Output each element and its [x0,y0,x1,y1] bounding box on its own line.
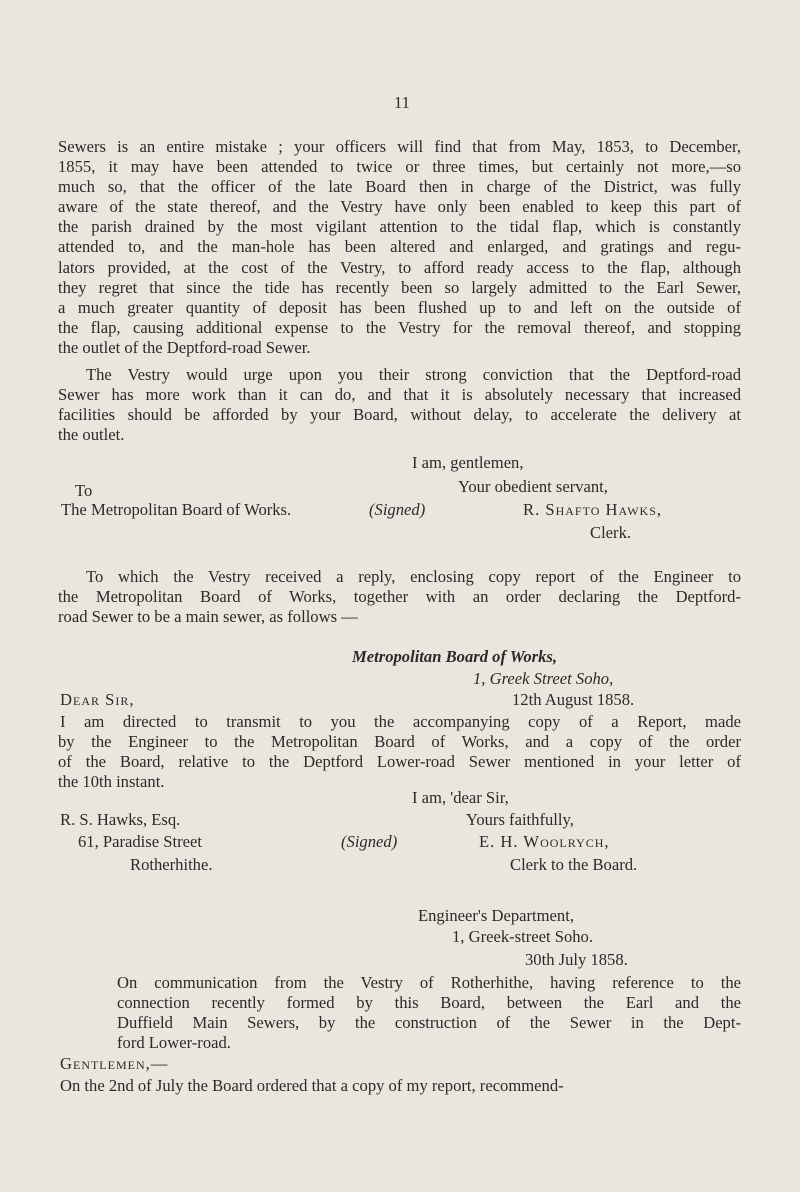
text-line: a much greater quantity of deposit has been flushed up to and left on the outside of [58,297,741,317]
paragraph-sewers-mistake [58,137,741,358]
report-date: 30th July 1858. [525,950,628,969]
text-line: road Sewer to be a main sewer, as follows — [58,607,358,627]
letter2-address: 1, Greek Street Soho, [473,669,614,688]
text-line: 1855, it may have been attended to twice or three times, but certainly not more,—so [58,157,741,177]
text-line: much so, that the officer of the late Board then in charge of the District, was fully [58,177,741,197]
letter2-body [58,712,741,792]
text-line: connection recently formed by this Board, between the Earl and the [117,993,741,1013]
paragraph-reply-received [58,567,741,627]
text-line: Sewer has more work than it can do, and that it is absolutely necessary that increased [58,385,741,405]
letter2-salutation: Dear Sir, [60,690,135,709]
letter1-signer [523,500,662,520]
text-line: the outlet. [58,425,125,445]
text-line: the 10th instant. [58,772,165,792]
text-line: Sewers is an entire mistake ; your officers will find that from May, 1853, to December, [58,137,741,156]
text-line: I am directed to transmit to you the accompanying copy of a Report, made [60,712,741,731]
page-number: 11 [394,93,410,112]
letter1-title: Clerk. [590,523,632,542]
letter1-addressee: The Metropolitan Board of Works. [61,500,292,519]
letter2-signer [479,832,610,852]
text-line: ford Lower-road. [117,1033,231,1053]
text-line: lators provided, at the cost of the Vestry, to afford ready access to the flap, although [58,257,741,277]
text-line: they regret that since the tide has recently been so largely admitted to the Earl Sewer, [58,277,741,297]
letter2-closing: I am, 'dear Sir, [412,788,509,807]
text-line: the flap, causing additional expense to the Vestry for the removal thereof, and stopping [58,317,741,337]
text-line: the outlet of the Deptford-road Sewer. [58,337,311,357]
letter2-recipient-town: Rotherhithe. [130,855,213,874]
text-line: by the Engineer to the Metropolitan Board of Works, and a copy of the order [58,732,741,752]
report-address: 1, Greek-street Soho. [452,927,594,946]
letter1-closing: I am, gentlemen, [412,453,524,472]
letter2-recipient-name: R. S. Hawks, Esq. [60,810,181,829]
text-line: On communication from the Vestry of Rotherhithe, having reference to the [117,973,741,992]
letter2-org: Metropolitan Board of Works, [352,647,557,666]
letter2-title: Clerk to the Board. [510,855,638,874]
letter1-obedient: Your obedient servant, [458,477,608,496]
letter1-signed: (Signed) [369,500,426,519]
letter2-recipient-street: 61, Paradise Street [78,832,202,851]
letter2-signed: (Signed) [341,832,398,851]
text-line: facilities should be afforded by your Board, without delay, to accelerate the delivery at [58,405,741,425]
text-line: attended to, and the man-hole has been altered and enlarged, and gratings and regu- [58,237,741,257]
text-line: To which the Vestry received a reply, enclosing copy report of the Engineer to [86,567,741,586]
signer-name: R. Shafto Hawks, [523,500,663,519]
text-line: aware of the state thereof, and the Vestry have only been enabled to keep this part of [58,197,741,217]
letter1-to: To [75,481,93,500]
paragraph-vestry-urge [58,365,741,445]
report-dept: Engineer's Department, [418,906,574,925]
text-line: The Vestry would urge upon you their strong conviction that the Deptford-road [86,365,741,384]
letter2-yours: Yours faithfully, [466,810,574,829]
report-body-start: On the 2nd of July the Board ordered that a copy of my report, recommend- [60,1076,564,1095]
report-intro [117,973,741,1053]
letter2-date: 12th August 1858. [512,690,635,709]
report-salutation: Gentlemen,— [60,1054,169,1073]
text-line: the parish drained by the most vigilant attention to the tidal flap, which is constantly [58,217,741,237]
text-line: the Metropolitan Board of Works, together with an order declaring the Deptford- [58,587,741,607]
signer-name: E. H. Woolrych, [479,832,610,851]
text-line: Duffield Main Sewers, by the construction of the Sewer in the Dept- [117,1013,741,1033]
text-line: of the Board, relative to the Deptford Lower-road Sewer mentioned in your letter of [58,752,741,772]
